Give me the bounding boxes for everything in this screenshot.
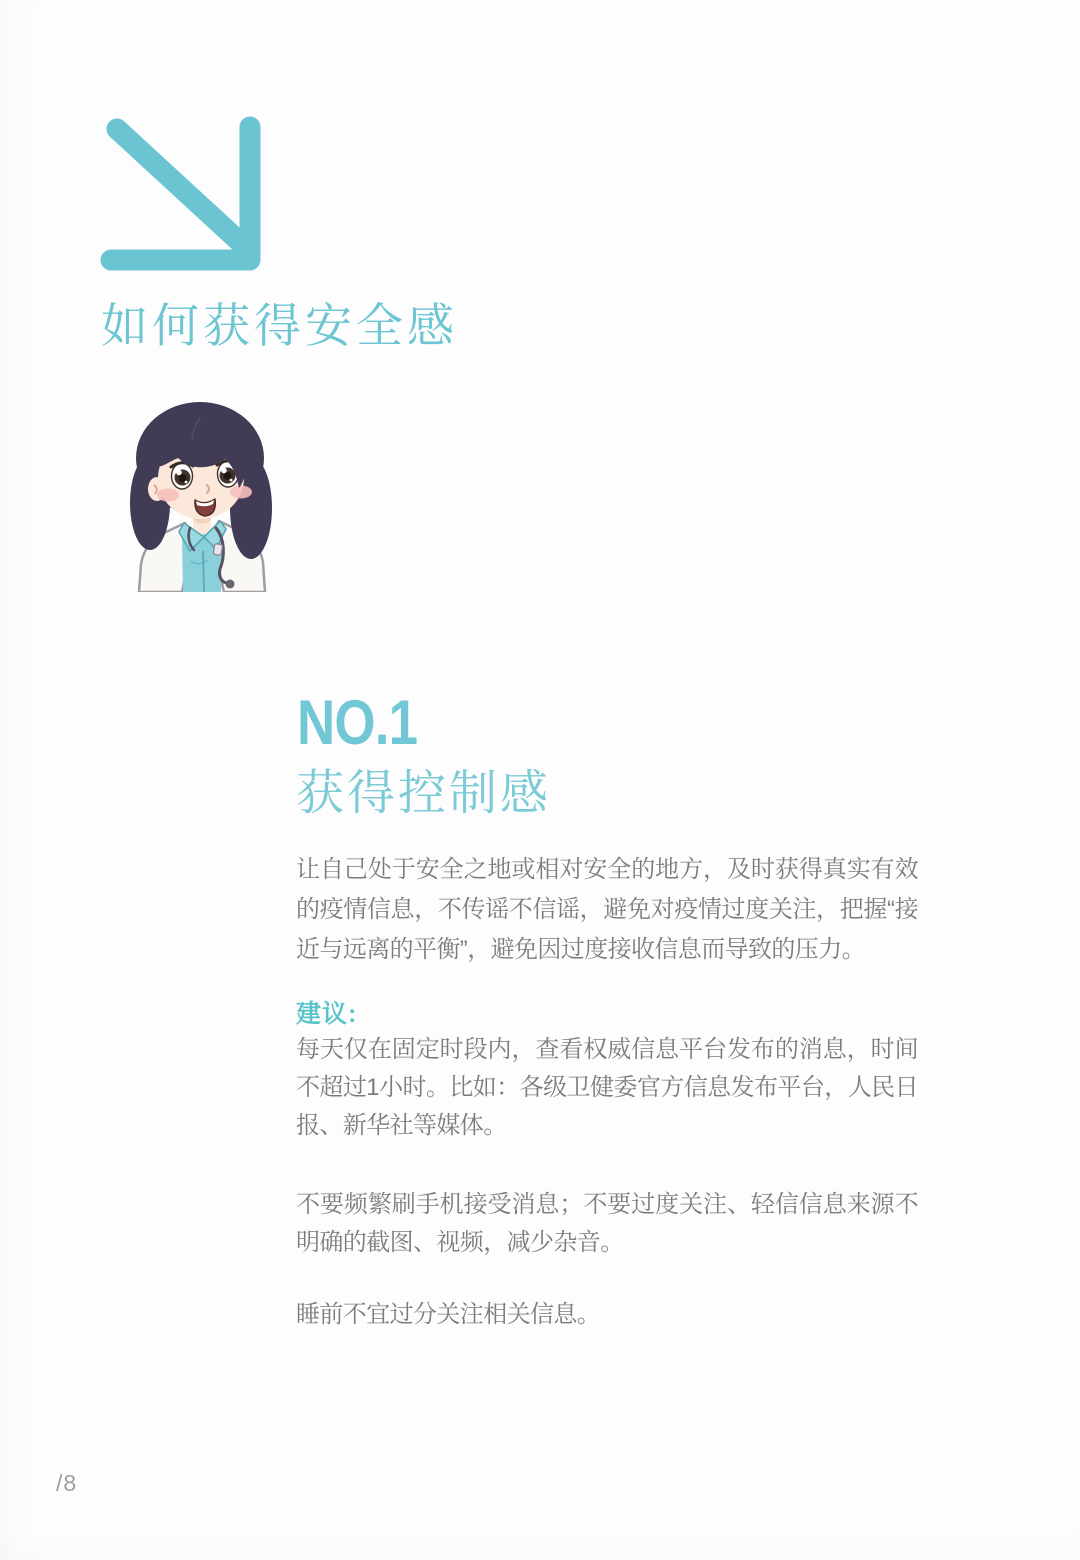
doctor-avatar-illustration <box>112 396 282 592</box>
page-title: 如何获得安全感 <box>101 299 458 352</box>
section-subtitle: 获得控制感 <box>296 767 552 820</box>
section-number: NO.1 <box>297 688 418 758</box>
arrow-down-right-icon <box>100 110 266 274</box>
intro-paragraph: 让自己处于安全之地或相对安全的地方，及时获得真实有效的疫情信息，不传谣不信谣，避免对疫情过度关注，把握“接近与远离的平衡”，避免因过度接收信息而导致的压力。 <box>296 856 918 963</box>
page-number: /8 <box>56 1470 78 1496</box>
advice-paragraph-1: 每天仅在固定时段内，查看权威信息平台发布的消息，时间不超过1小时。比如：各级卫健委官方信息发布平台，人民日报、新华社等媒体。 <box>296 1036 918 1139</box>
left-eye <box>171 463 193 489</box>
advice-paragraph-3: 睡前不宜过分关注相关信息。 <box>296 1301 601 1328</box>
advice-label: 建议: <box>296 1000 358 1028</box>
advice-paragraph-2: 不要频繁刷手机接受消息；不要过度关注、轻信信息来源不明确的截图、视频，减少杂音。 <box>296 1191 918 1256</box>
